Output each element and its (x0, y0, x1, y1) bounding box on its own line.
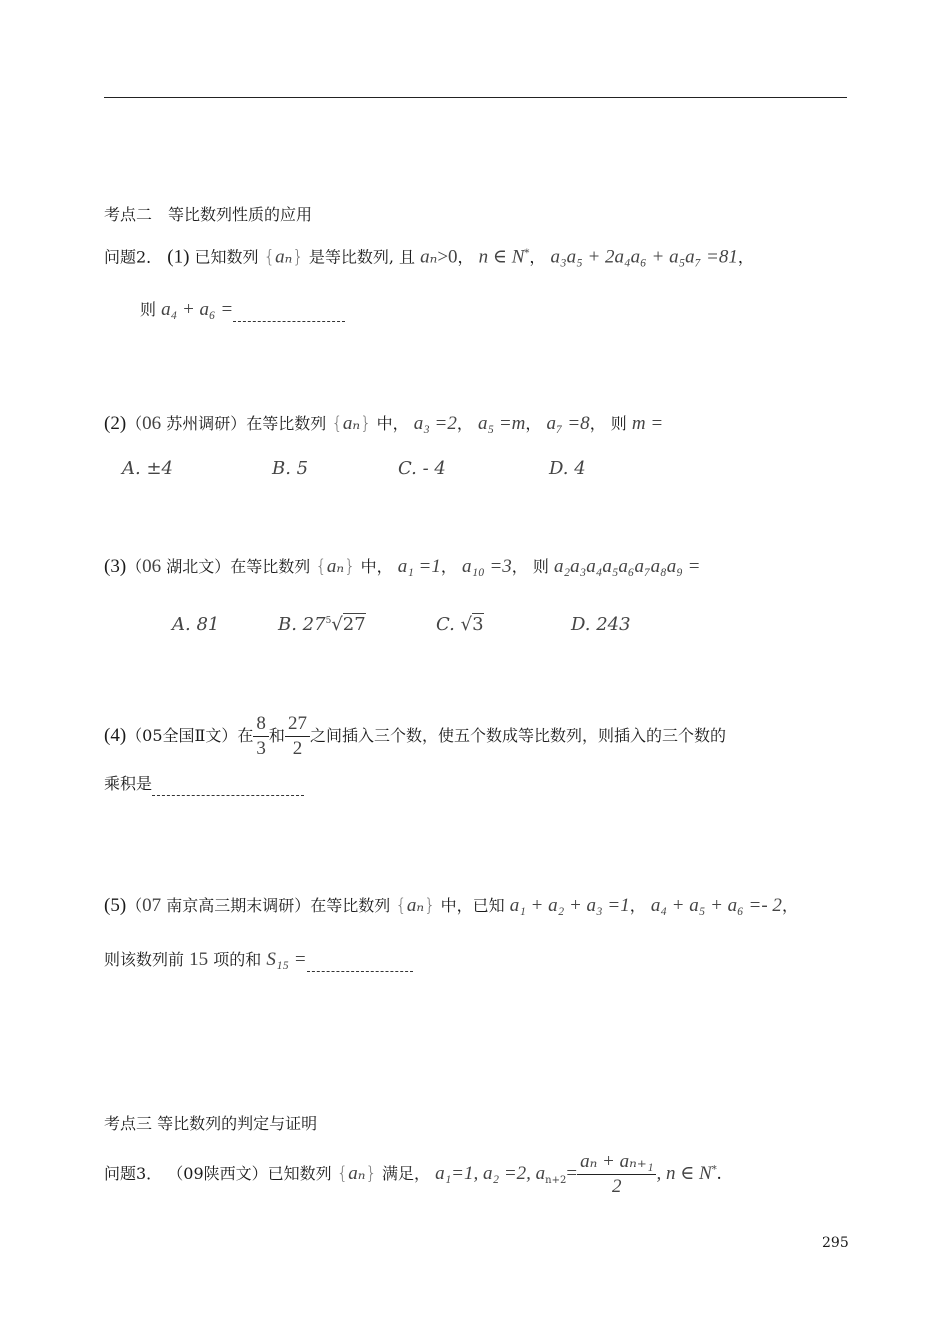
answer-blank (233, 307, 345, 322)
q2-p2-option-b: B. 5 (272, 458, 309, 479)
answer-blank (307, 957, 413, 972)
q2-part5: (5)（07 南京高三期末调研）在等比数列 {aₙ} 中，已知 a₁ + a₂ + a₃ =1， a₄ + a₅ + a₆ =- 2， (104, 895, 798, 916)
fraction-8-3: $\frac{8}{3}$ (253, 712, 269, 761)
q2-p2-option-a: A. ±4 (122, 458, 173, 479)
q2-p2-option-c: C. - 4 (398, 458, 446, 479)
q2-part2: (2)（06 苏州调研）在等比数列 {aₙ} 中， a₃ =2， a₅ =m， a₇ =8， 则 m = (104, 413, 664, 434)
q2-p2-option-d: D. 4 (549, 458, 586, 479)
q2-p3-option-c: C. √3 (436, 614, 484, 635)
q2-part5-line2: 则该数列前 15 项的和 S₁₅ = (104, 948, 413, 972)
fraction-recurrence: $\frac{\text{aₙ + aₙ₊₁}}{2}$ (577, 1150, 656, 1199)
page-number: 295 (822, 1235, 849, 1251)
answer-blank (152, 781, 304, 796)
brace-left: { (263, 246, 276, 268)
fraction-27-2: $\frac{27}{2}$ (285, 712, 310, 761)
q2-p3-option-b: B. $27^5√27$ (278, 614, 366, 635)
header-rule (104, 97, 847, 98)
q2-p3-option-d: D. 243 (571, 614, 631, 635)
q3: 问题3． （09陕西文）已知数列 {aₙ} 满足， a₁=1, a₂ =2, $a_{n+2}=$ $\frac{\text{aₙ + aₙ₊₁}}{2}$ , n ∈ N*. (104, 1151, 722, 1197)
q2-part1-ask: 则 a₄ + a₆ = (140, 298, 345, 322)
section-title-3: 考点三 等比数列的判定与证明 (104, 1114, 318, 1133)
q2-part4: (4)（05全国Ⅱ文）在 $\frac{8}{3}$ 和 $\frac{27}{2}$ 之间插入三个数，使五个数成等比数列，则插入的三个数的 (104, 713, 726, 759)
section-title-2: 考点二 等比数列性质的应用 (104, 205, 313, 224)
q2-part3: (3)（06 湖北文）在等比数列 {aₙ} 中， a₁ =1， a₁₀ =3， 则 a₂a₃a₄a₅a₆a₇a₈a₉ = (104, 556, 701, 577)
q2-part4-line2: 乘积是 (104, 772, 304, 796)
q2-part1: 问题2． (1) 已知数列 {aₙ} 是等比数列, 且 aₙ>0， n ∈ N*， a₃a₅ + 2a₄a₆ + a₅a₇ =81， (104, 246, 754, 268)
brace-right: } (292, 246, 304, 268)
q2-p3-option-a: A. 81 (172, 614, 220, 635)
